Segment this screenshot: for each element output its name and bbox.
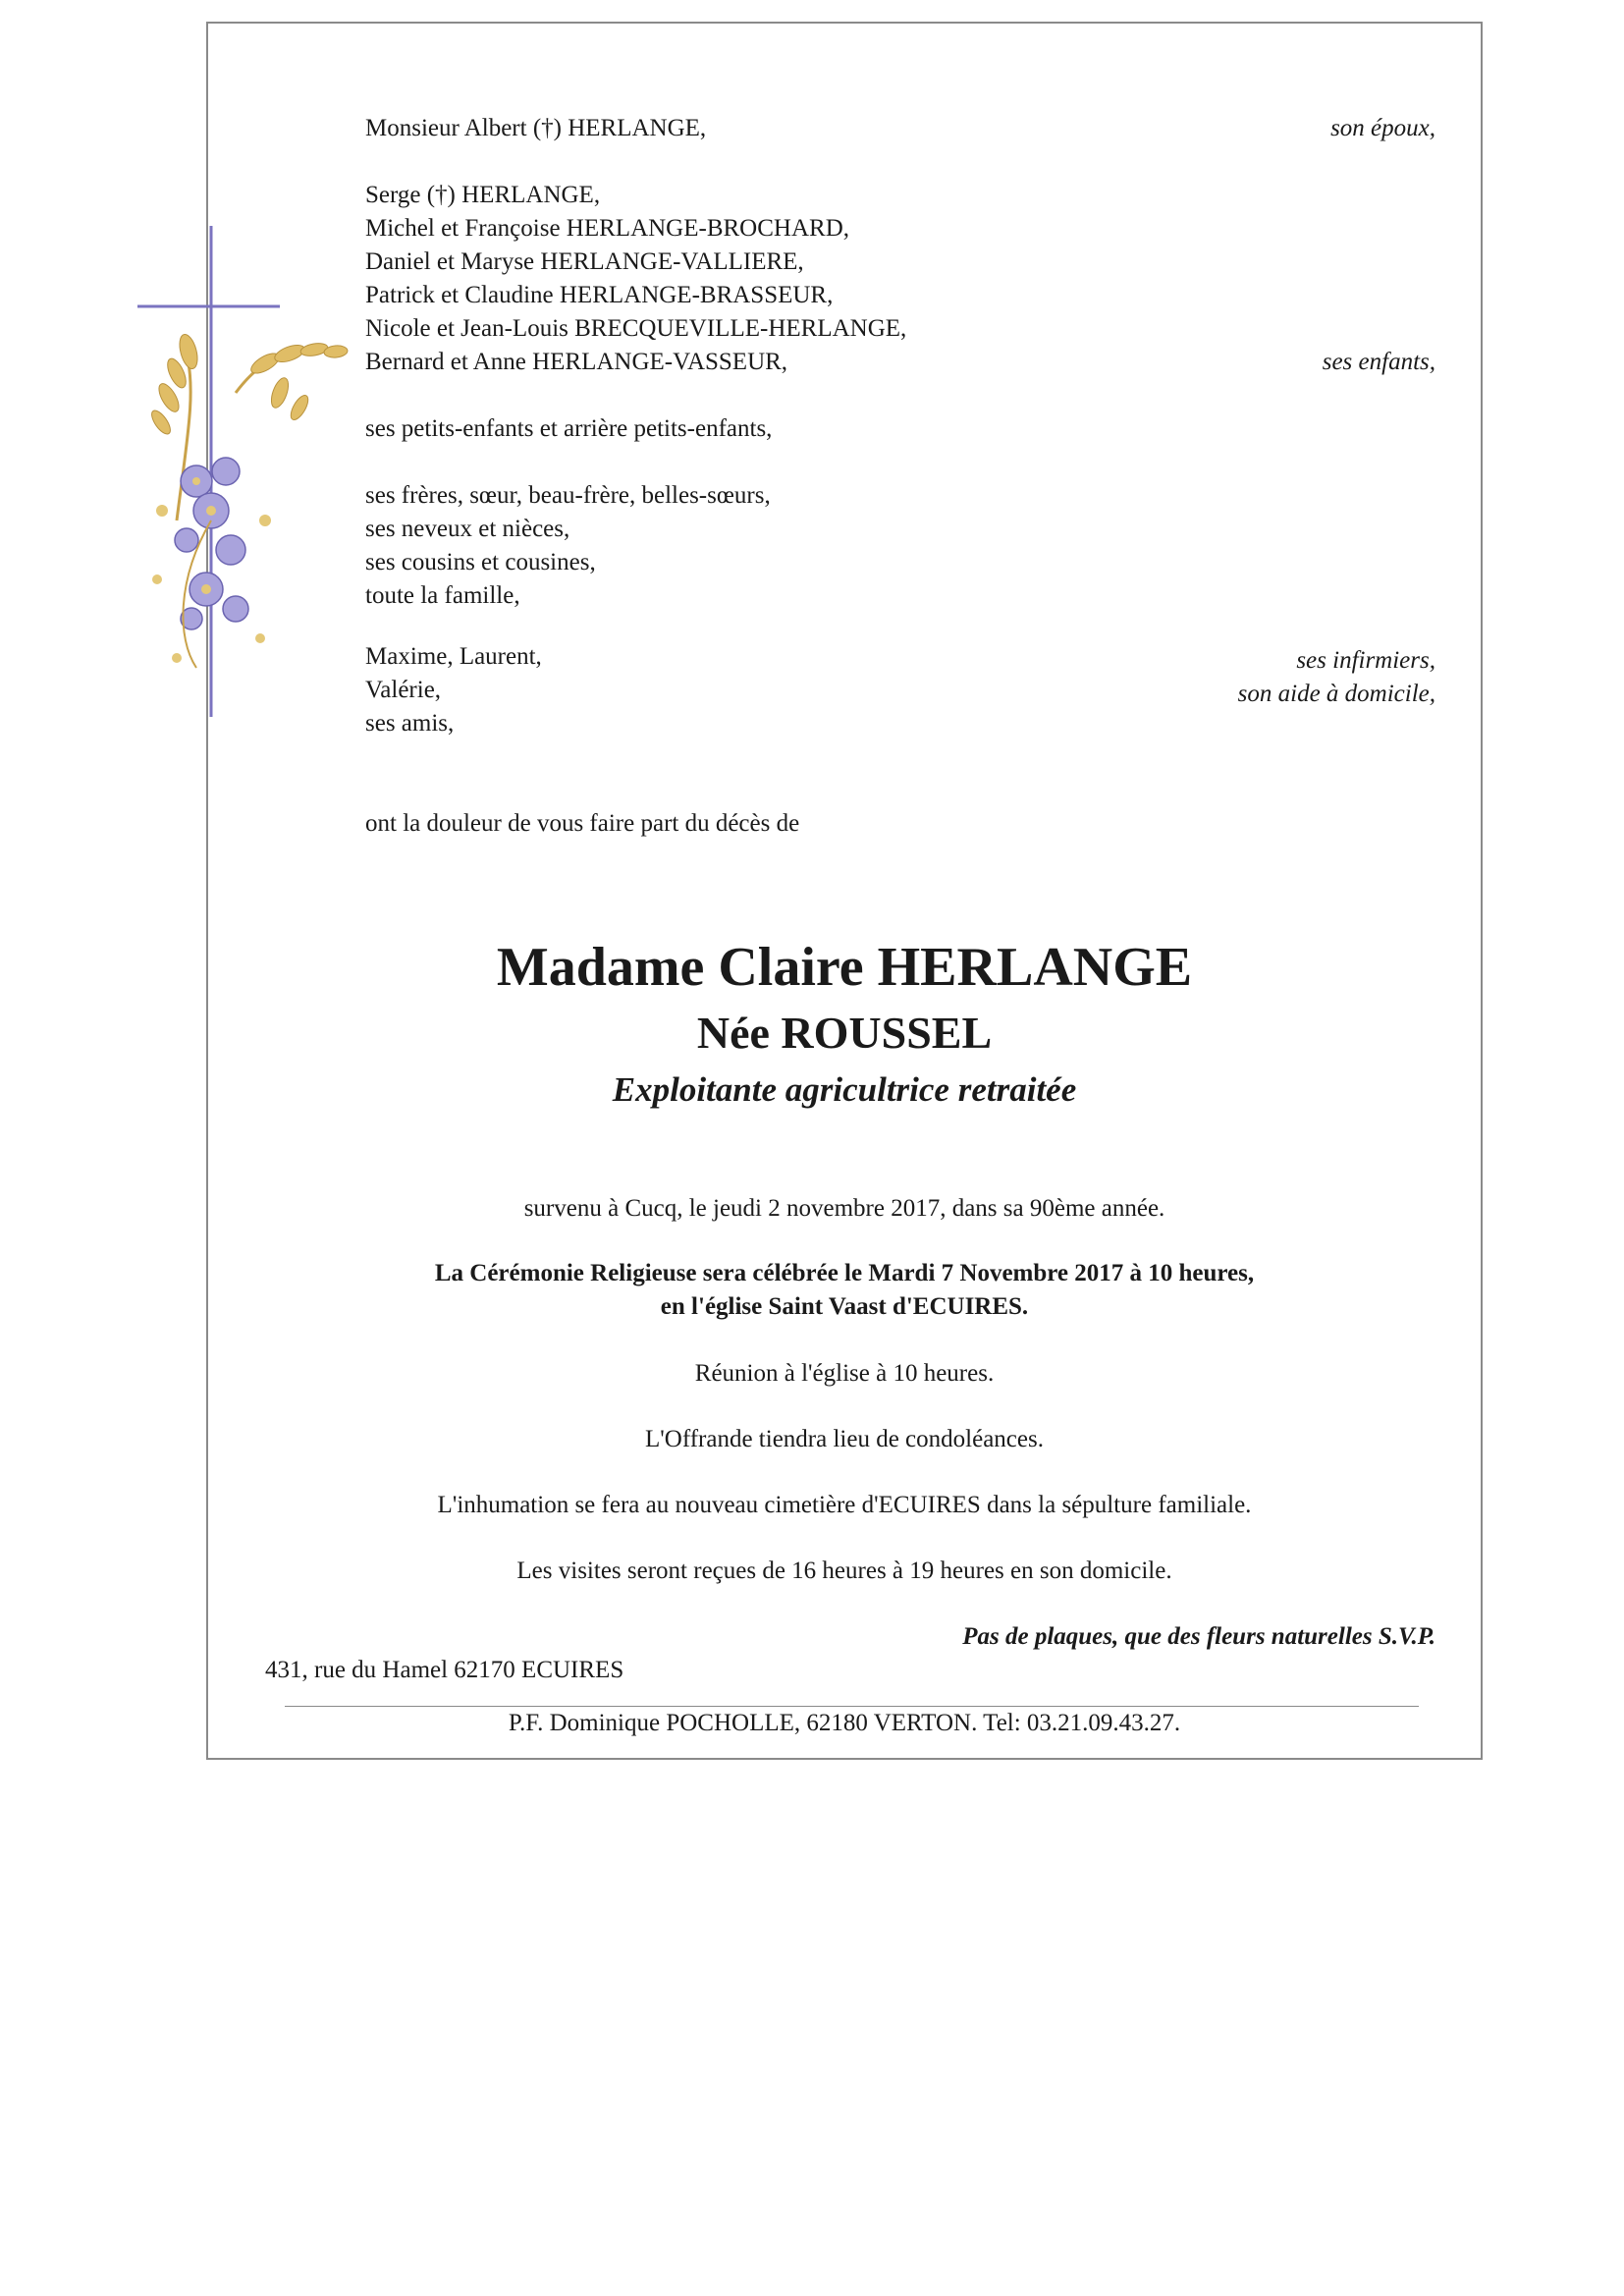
carers-roles bbox=[1238, 644, 1435, 711]
list-item: Maxime, Laurent, bbox=[365, 643, 542, 670]
relatives-list bbox=[365, 479, 771, 613]
spouse-role: son époux, bbox=[1330, 115, 1435, 141]
ceremony-line-1: La Cérémonie Religieuse sera célébrée le Mardi 7 Novembre 2017 à 10 heures, bbox=[434, 1260, 1255, 1286]
list-item: Serge (†) HERLANGE, bbox=[365, 182, 601, 208]
spouse-line: Monsieur Albert (†) HERLANGE, bbox=[365, 115, 707, 141]
list-item: toute la famille, bbox=[365, 582, 520, 609]
children-role: ses enfants, bbox=[1322, 349, 1435, 375]
death-details: survenu à Cucq, le jeudi 2 novembre 2017, dans sa 90ème année. bbox=[523, 1195, 1165, 1222]
home-address: 431, rue du Hamel 62170 ECUIRES bbox=[265, 1657, 624, 1683]
cross-with-flowers-icon bbox=[118, 226, 373, 737]
announcement-line: ont la douleur de vous faire part du décès de bbox=[365, 810, 800, 837]
deceased-name: Madame Claire HERLANGE bbox=[496, 937, 1193, 998]
list-item: ses cousins et cousines, bbox=[365, 549, 596, 575]
grandchildren-line: ses petits-enfants et arrière petits-enfants, bbox=[365, 415, 773, 442]
children-list bbox=[365, 179, 906, 379]
funeral-home-line: P.F. Dominique POCHOLLE, 62180 VERTON. Tel: 03.21.09.43.27. bbox=[508, 1710, 1181, 1736]
deceased-birth-name: Née ROUSSEL bbox=[696, 1008, 993, 1058]
list-item: Patrick et Claudine HERLANGE-BRASSEUR, bbox=[365, 282, 834, 308]
list-item: Nicole et Jean-Louis BRECQUEVILLE-HERLANGE, bbox=[365, 315, 907, 342]
deceased-occupation: Exploitante agricultrice retraitée bbox=[612, 1070, 1077, 1109]
list-item: ses frères, sœur, beau-frère, belles-sœurs, bbox=[365, 482, 771, 509]
list-item: Daniel et Maryse HERLANGE-VALLIERE, bbox=[365, 248, 804, 275]
ceremony-line-2: en l'église Saint Vaast d'ECUIRES. bbox=[660, 1293, 1029, 1320]
list-item: Valérie, bbox=[365, 677, 442, 703]
offering-line: L'Offrande tiendra lieu de condoléances. bbox=[645, 1426, 1044, 1452]
list-item: Michel et Françoise HERLANGE-BROCHARD, bbox=[365, 215, 849, 242]
list-item: ses infirmiers, bbox=[1296, 647, 1435, 674]
flowers-note: Pas de plaques, que des fleurs naturelles S.V.P. bbox=[962, 1623, 1435, 1650]
list-item: Bernard et Anne HERLANGE-VASSEUR, bbox=[365, 349, 788, 375]
list-item: son aide à domicile, bbox=[1237, 681, 1435, 707]
visits-line: Les visites seront reçues de 16 heures à 19 heures en son domicile. bbox=[516, 1558, 1172, 1584]
burial-line: L'inhumation se fera au nouveau cimetière d'ECUIRES dans la sépulture familiale. bbox=[437, 1492, 1252, 1518]
meeting-line: Réunion à l'église à 10 heures. bbox=[694, 1360, 995, 1387]
carers-list bbox=[365, 640, 542, 740]
list-item: ses amis, bbox=[365, 710, 455, 737]
list-item: ses neveux et nièces, bbox=[365, 516, 570, 542]
